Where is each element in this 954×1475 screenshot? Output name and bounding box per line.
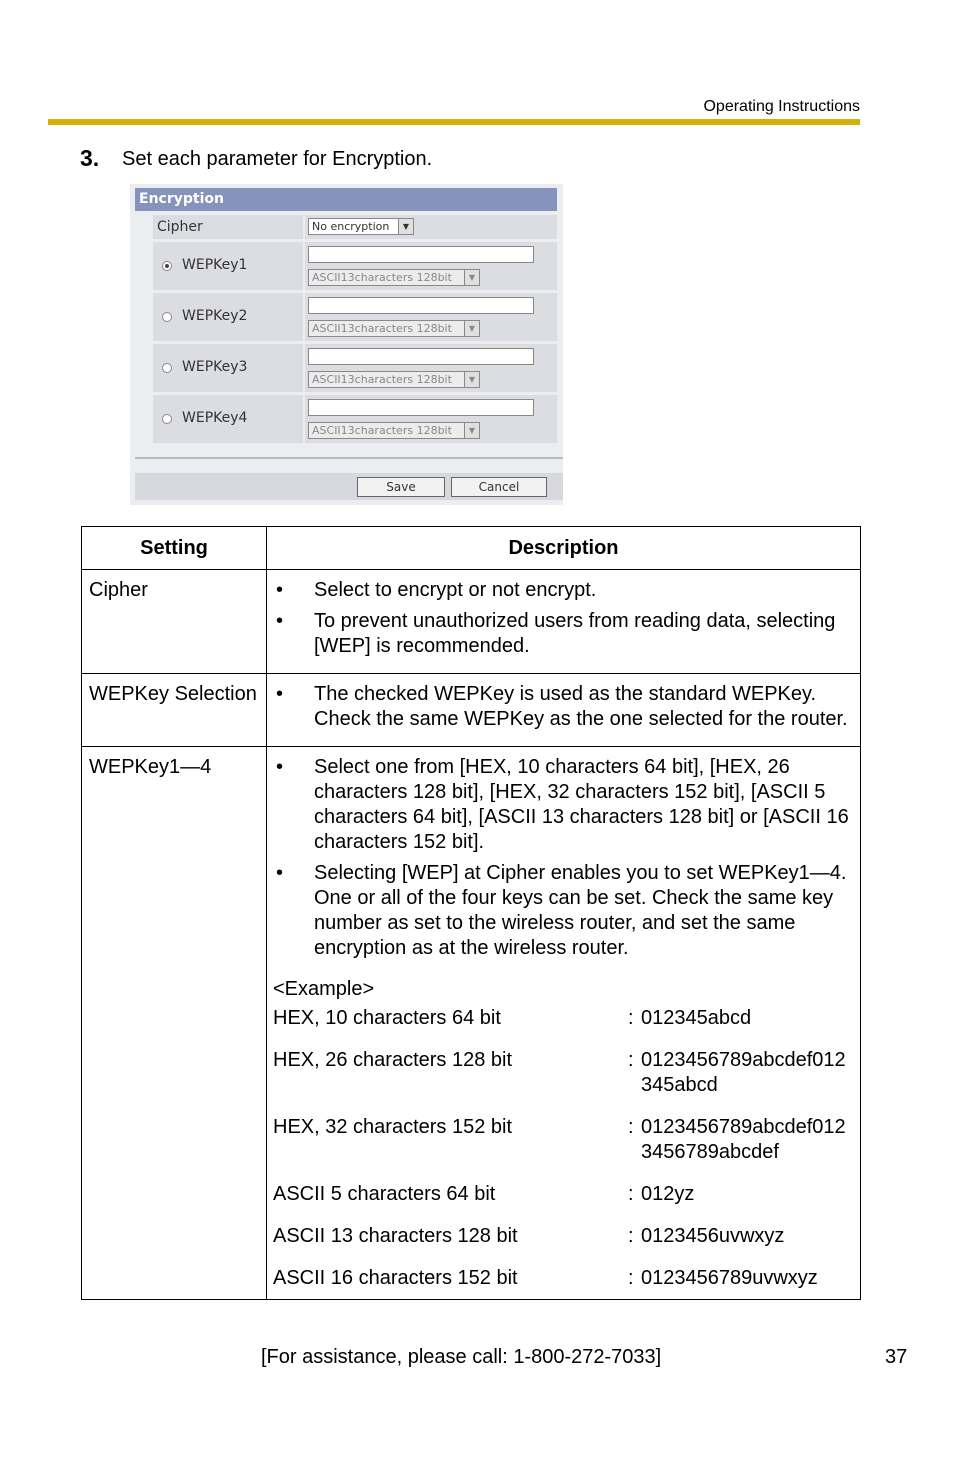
example-value: 0123456789uvwxyz <box>641 1267 818 1289</box>
wepkey4-row <box>153 395 557 443</box>
example-title: <Example> <box>273 978 375 1000</box>
chevron-down-icon: ▼ <box>464 321 479 336</box>
step-text: Set each parameter for Encryption. <box>122 148 433 170</box>
chevron-down-icon: ▼ <box>464 423 479 438</box>
wepkey4-type-select[interactable]: ASCII13characters 128bit ▼ <box>308 422 480 439</box>
wepkey1-type-select[interactable]: ASCII13characters 128bit ▼ <box>308 269 480 286</box>
wepkey2-type-select[interactable]: ASCII13characters 128bit ▼ <box>308 320 480 337</box>
example-name: ASCII 13 characters 128 bit <box>273 1225 518 1247</box>
header-title: Operating Instructions <box>703 98 860 115</box>
wepkey2-label: WEPKey2 <box>182 308 248 324</box>
cipher-select[interactable]: No encryption ▼ <box>308 218 414 235</box>
wepkey3-type-select[interactable]: ASCII13characters 128bit ▼ <box>308 371 480 388</box>
example-row: ASCII 5 characters 64 bit : 012yz <box>273 1182 854 1207</box>
wepkey2-row <box>153 293 557 341</box>
column-header-description: Description <box>267 527 861 570</box>
list-item: • To prevent unauthorized users from reading data, selecting [WEP] is recommended. <box>273 609 854 659</box>
wepkey1-input[interactable] <box>308 246 534 263</box>
setting-cell: Cipher <box>82 570 267 674</box>
example-name: ASCII 5 characters 64 bit <box>273 1183 496 1205</box>
description-cell <box>267 747 861 1300</box>
wepkey3-row <box>153 344 557 392</box>
wepkey4-radio[interactable] <box>162 414 172 424</box>
wepkey3-radio[interactable] <box>162 363 172 373</box>
wepkey4-input[interactable] <box>308 399 534 416</box>
description-cell <box>267 570 861 674</box>
example-value: 0123456789abcdef012 3456789abcdef <box>641 1116 846 1163</box>
step-number: 3. <box>80 145 100 171</box>
chevron-down-icon: ▼ <box>464 372 479 387</box>
example-row: ASCII 13 characters 128 bit : 0123456uvwxyz <box>273 1224 854 1249</box>
example-row: HEX, 10 characters 64 bit : 012345abcd <box>273 1006 854 1031</box>
example-name: HEX, 32 characters 152 bit <box>273 1116 513 1138</box>
save-button[interactable]: Save <box>357 477 445 497</box>
example-value: 0123456uvwxyz <box>641 1225 785 1247</box>
chevron-down-icon: ▼ <box>398 219 413 234</box>
list-item: • Select to encrypt or not encrypt. <box>273 578 854 603</box>
encryption-panel-title: Encryption <box>135 188 557 211</box>
example-name: HEX, 26 characters 128 bit <box>273 1049 513 1071</box>
bullet-list <box>273 755 854 961</box>
example-row: HEX, 32 characters 152 bit : 0123456789abcdef012 3456789abcdef <box>273 1115 854 1165</box>
chevron-down-icon: ▼ <box>464 270 479 285</box>
table-row <box>82 747 861 1300</box>
table-row <box>82 674 861 747</box>
table-header-row <box>82 527 861 570</box>
setting-cell: WEPKey1—4 <box>82 747 267 1300</box>
settings-table <box>81 526 861 1300</box>
encryption-screenshot <box>130 184 563 505</box>
example-row: ASCII 16 characters 152 bit : 0123456789uvwxyz <box>273 1266 854 1291</box>
help-line: [For assistance, please call: 1-800-272-7033] <box>261 1346 662 1368</box>
wepkey2-radio[interactable] <box>162 312 172 322</box>
setting-cell: WEPKey Selection <box>82 674 267 747</box>
panel-divider <box>135 457 563 459</box>
table-row <box>82 570 861 674</box>
cancel-button[interactable]: Cancel <box>451 477 547 497</box>
example-value: 0123456789abcdef012 345abcd <box>641 1049 846 1096</box>
list-item: • The checked WEPKey is used as the standard WEPKey. Check the same WEPKey as the one selected for the router. <box>273 682 854 732</box>
wepkey3-label: WEPKey3 <box>182 359 248 375</box>
wepkey3-input[interactable] <box>308 348 534 365</box>
list-item: • Selecting [WEP] at Cipher enables you to set WEPKey1—4. One or all of the four keys can be set. Check the same key number as set to the wireless router, and set the same encryption as at the wireless router. <box>273 861 854 961</box>
list-item: • Select one from [HEX, 10 characters 64 bit], [HEX, 26 characters 128 bit], [HEX, 32 characters 152 bit], [ASCII 5 characters 64 bit], [ASCII 13 characters 128 bit] or [ASCII 16 characters 152 bit]. <box>273 755 854 855</box>
example-name: HEX, 10 characters 64 bit <box>273 1007 501 1029</box>
page-number: 37 <box>885 1346 908 1368</box>
bullet-list <box>273 682 854 732</box>
cipher-label: Cipher <box>157 219 203 235</box>
example-row: HEX, 26 characters 128 bit : 0123456789abcdef012 345abcd <box>273 1048 854 1098</box>
header-rule <box>48 119 860 125</box>
button-bar <box>135 473 563 500</box>
wepkey1-row <box>153 242 557 290</box>
description-cell <box>267 674 861 747</box>
cipher-row <box>153 215 557 239</box>
column-header-setting: Setting <box>82 527 267 570</box>
example-value: 012yz <box>641 1183 695 1205</box>
bullet-list <box>273 578 854 659</box>
wepkey4-label: WEPKey4 <box>182 410 248 426</box>
wepkey1-radio[interactable] <box>162 261 172 271</box>
example-value: 012345abcd <box>641 1007 752 1029</box>
wepkey2-input[interactable] <box>308 297 534 314</box>
wepkey1-label: WEPKey1 <box>182 257 248 273</box>
example-name: ASCII 16 characters 152 bit <box>273 1267 518 1289</box>
